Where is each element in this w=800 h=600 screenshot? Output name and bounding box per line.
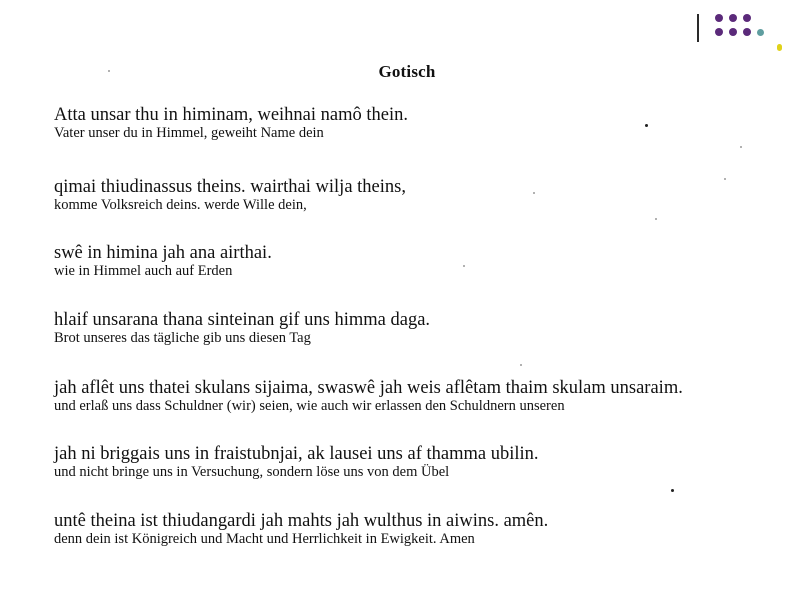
verse-5 bbox=[54, 377, 683, 415]
decorative-dot bbox=[729, 28, 737, 36]
german-translation: Brot unseres das tägliche gib uns diesen Tag bbox=[54, 330, 311, 346]
decorative-dot bbox=[777, 44, 782, 51]
german-translation: Vater unser du in Himmel, geweiht Name dein bbox=[54, 125, 324, 141]
scan-speck bbox=[671, 489, 674, 492]
verse-4 bbox=[54, 309, 430, 347]
corner-decoration bbox=[697, 12, 787, 52]
decorative-dot bbox=[715, 14, 723, 22]
german-translation: komme Volksreich deins. werde Wille dein, bbox=[54, 197, 307, 213]
scan-speck bbox=[108, 70, 110, 72]
gothic-line: qimai thiudinassus theins. wairthai wilja theins, bbox=[54, 177, 406, 197]
gothic-line: jah ni briggais uns in fraistubnjai, ak lausei uns af thamma ubilin. bbox=[54, 444, 539, 464]
page-title: Gotisch bbox=[378, 62, 436, 81]
gothic-line: jah aflêt uns thatei skulans sijaima, swaswê jah weis aflêtam thaim skulam unsaraim. bbox=[54, 378, 683, 398]
decorative-dot bbox=[743, 14, 751, 22]
decorative-dot bbox=[743, 28, 751, 36]
scan-speck bbox=[645, 124, 648, 127]
decorative-dot bbox=[715, 28, 723, 36]
scan-speck bbox=[520, 364, 522, 366]
german-translation: denn dein ist Königreich und Macht und Herrlichkeit in Ewigkeit. Amen bbox=[54, 531, 475, 547]
scan-speck bbox=[740, 146, 742, 148]
verse-1 bbox=[54, 104, 408, 142]
scan-speck bbox=[724, 178, 726, 180]
verse-7 bbox=[54, 510, 548, 548]
gothic-line: swê in himina jah ana airthai. bbox=[54, 243, 272, 263]
verse-6 bbox=[54, 443, 539, 481]
german-translation: und erlaß uns dass Schuldner (wir) seien, wie auch wir erlassen den Schuldnern unseren bbox=[54, 398, 565, 414]
scan-speck bbox=[655, 218, 657, 220]
verse-2 bbox=[54, 176, 406, 214]
gothic-line: Atta unsar thu in himinam, weihnai namô thein. bbox=[54, 105, 409, 125]
scan-speck bbox=[533, 192, 535, 194]
decorative-dot bbox=[729, 14, 737, 22]
german-translation: wie in Himmel auch auf Erden bbox=[54, 263, 233, 279]
gothic-line: hlaif unsarana thana sinteinan gif uns himma daga. bbox=[54, 310, 431, 330]
decorative-divider bbox=[697, 14, 699, 42]
german-translation: und nicht bringe uns in Versuchung, sondern löse uns von dem Übel bbox=[54, 464, 450, 480]
gothic-line: untê theina ist thiudangardi jah mahts jah wulthus in aiwins. amên. bbox=[54, 511, 549, 531]
decorative-dot bbox=[757, 29, 764, 36]
verse-3 bbox=[54, 242, 272, 280]
scan-speck bbox=[463, 265, 465, 267]
